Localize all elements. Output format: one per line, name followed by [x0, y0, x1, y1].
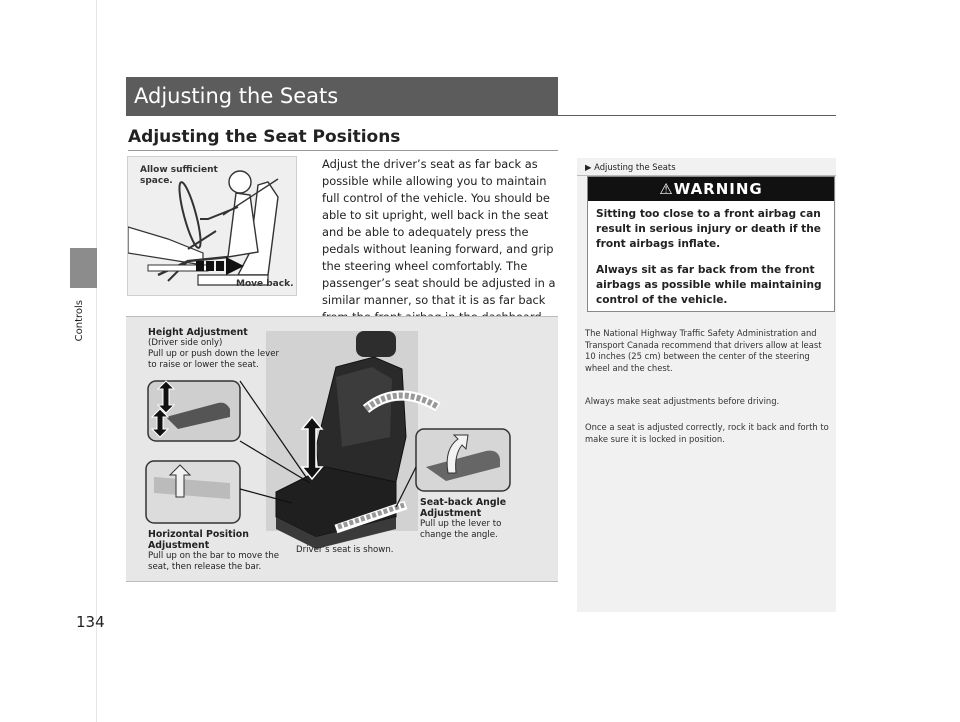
seat-instructions-text: Adjust the driver’s seat as far back as possible while allowing you to maintain full control of the vehicle. You should be able to sit upright, well back in the seat and be able to adequately press the pedals without leaning forward, and grip the steering wheel comfortably. The passenger’s seat should be adjusted in a similar manner, so that it is as far back: [322, 157, 556, 307]
chapter-title: Adjusting the Seats: [126, 77, 558, 115]
warning-icon: ⚠: [659, 180, 674, 198]
seatback-adjustment-title: Seat-back Angle Adjustment: [420, 497, 507, 519]
sidebar-note-distance: The National Highway Traffic Safety Administration and Transport Canada recommend that drivers allow at least 10 inches (25 cm) between the center of the steering wheel and the chest.: [585, 328, 822, 373]
driver-seat-caption: Driver’s seat is shown.: [296, 545, 394, 555]
horizontal-adjustment-title: Horizontal Position Adjustment: [148, 529, 249, 551]
seat-controls-illustration: [126, 316, 558, 582]
airbag-warning-box: [587, 176, 835, 312]
height-adjustment-caption: [148, 327, 288, 371]
section-title: Adjusting the Seat Positions: [128, 127, 401, 147]
sidebar-note-lock: Once a seat is adjusted correctly, rock it back and forth to make sure it is locked in position.: [585, 422, 829, 444]
horizontal-adjustment-caption: [148, 529, 288, 573]
chapter-side-label: Controls: [74, 300, 85, 342]
height-adjustment-title: Height Adjustment: [148, 327, 248, 338]
warning-text-1: Sitting too close to a front airbag can result in serious injury or death if the front airbags inflate.: [596, 208, 821, 250]
space-label: Allow sufficient space.: [140, 165, 218, 186]
section-divider: [128, 150, 558, 151]
seating-position-illustration: [127, 156, 297, 296]
chapter-tab: [70, 248, 97, 288]
page-number: 134: [76, 613, 105, 631]
horizontal-adjustment-desc: Pull up on the bar to move the seat, then release the bar.: [148, 551, 280, 572]
chapter-divider: [126, 115, 836, 116]
warning-header: ⚠WARNING: [588, 177, 834, 201]
move-back-label: Move back.: [236, 279, 294, 289]
seatback-adjustment-desc: Pull up the lever to change the angle.: [420, 519, 502, 540]
sidebar-notes: [577, 158, 836, 612]
height-adjustment-desc: Pull up or push down the lever to raise or lower the seat.: [148, 349, 280, 370]
sidebar-heading: ▶ Adjusting the Seats: [585, 162, 676, 172]
seatback-adjustment-caption: [420, 497, 520, 541]
sidebar-note-before-driving: Always make seat adjustments before driving.: [585, 396, 780, 406]
height-adjustment-note: (Driver side only): [148, 338, 223, 348]
warning-text-2: Always sit as far back from the front airbags as possible while maintaining control of the vehicle.: [596, 264, 822, 306]
